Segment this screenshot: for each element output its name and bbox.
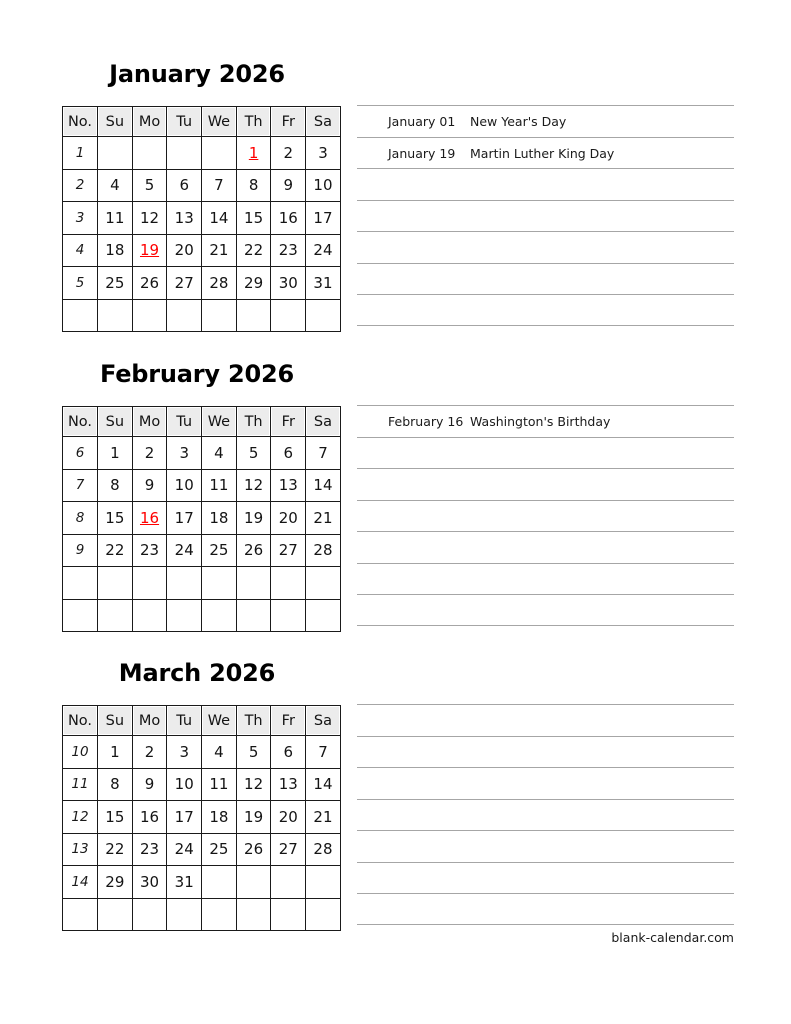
week-number-cell: 6 [63,437,98,470]
day-cell[interactable] [306,299,341,332]
day-cell[interactable] [202,299,237,332]
note-line[interactable] [357,736,734,768]
day-cell[interactable] [306,898,341,931]
day-cell[interactable]: 3 [167,736,202,769]
weekday-header-th: Th [236,407,271,437]
notes-panel-2 [357,405,734,626]
week-number-cell: 11 [63,768,98,801]
day-cell-holiday[interactable]: 16 [132,502,167,535]
day-cell[interactable]: 26 [236,534,271,567]
calendar-grid-1 [62,106,341,332]
day-cell[interactable] [236,599,271,632]
day-cell[interactable]: 2 [132,736,167,769]
week-row [63,469,341,502]
day-cell[interactable]: 11 [202,768,237,801]
week-number-cell: 12 [63,801,98,834]
day-cell[interactable]: 26 [236,833,271,866]
holiday-date: January 19 [388,145,456,161]
day-cell[interactable]: 31 [306,267,341,300]
day-cell[interactable] [132,898,167,931]
week-row [63,202,341,235]
week-number-cell: 4 [63,234,98,267]
week-row [63,736,341,769]
day-cell[interactable]: 4 [202,736,237,769]
day-cell[interactable]: 19 [236,801,271,834]
day-cell[interactable]: 28 [306,534,341,567]
footer-site-label: blank-calendar.com [611,930,734,945]
week-row [63,801,341,834]
day-cell[interactable] [236,567,271,600]
day-cell[interactable]: 28 [202,267,237,300]
day-cell[interactable]: 27 [271,534,306,567]
day-cell-holiday[interactable]: 1 [236,137,271,170]
day-cell[interactable] [132,599,167,632]
week-row [63,169,341,202]
day-cell[interactable]: 18 [202,502,237,535]
weekday-header-tu: Tu [167,706,202,736]
day-cell[interactable]: 3 [306,137,341,170]
day-cell[interactable] [98,299,133,332]
week-number-cell: 9 [63,534,98,567]
day-cell[interactable] [271,599,306,632]
weekday-header-su: Su [98,706,133,736]
day-cell[interactable]: 12 [236,768,271,801]
note-line[interactable] [357,168,734,200]
week-row [63,267,341,300]
day-cell[interactable]: 23 [132,534,167,567]
note-line[interactable] [357,563,734,595]
note-line[interactable] [357,862,734,894]
day-cell[interactable]: 15 [98,502,133,535]
day-cell[interactable]: 2 [271,137,306,170]
week-number-header: No. [63,407,98,437]
day-cell[interactable]: 19 [236,502,271,535]
day-cell[interactable]: 14 [306,768,341,801]
week-row [63,599,341,632]
day-cell[interactable]: 6 [167,169,202,202]
day-cell[interactable]: 8 [236,169,271,202]
day-cell[interactable]: 10 [167,469,202,502]
week-row [63,833,341,866]
weekday-header-mo: Mo [132,706,167,736]
note-line[interactable] [357,437,734,469]
day-cell[interactable]: 14 [306,469,341,502]
note-line[interactable] [357,137,734,169]
day-cell[interactable]: 31 [167,866,202,899]
week-row [63,299,341,332]
weekday-header-su: Su [98,107,133,137]
note-line[interactable] [357,500,734,532]
day-cell[interactable] [236,898,271,931]
day-cell[interactable]: 29 [98,866,133,899]
day-cell[interactable] [98,599,133,632]
day-cell[interactable]: 6 [271,736,306,769]
day-cell[interactable] [202,599,237,632]
day-cell[interactable]: 14 [202,202,237,235]
day-cell[interactable]: 11 [202,469,237,502]
day-cell[interactable] [167,567,202,600]
month-title-1: January 2026 [109,60,285,88]
day-cell[interactable]: 7 [202,169,237,202]
weekday-header-we: We [202,706,237,736]
week-number-header: No. [63,107,98,137]
day-cell[interactable] [236,299,271,332]
month-title-3: March 2026 [118,659,276,687]
notes-panel-1 [357,105,734,326]
day-cell[interactable] [236,866,271,899]
day-cell[interactable]: 2 [132,437,167,470]
day-cell[interactable]: 5 [132,169,167,202]
notes-panel-3 [357,704,734,925]
weekday-header-th: Th [236,107,271,137]
week-row [63,437,341,470]
day-cell[interactable] [271,567,306,600]
day-cell[interactable]: 22 [98,833,133,866]
weekday-header-row [63,706,341,736]
note-line[interactable] [357,799,734,831]
week-number-cell: 7 [63,469,98,502]
weekday-header-sa: Sa [306,706,341,736]
day-cell[interactable]: 21 [202,234,237,267]
day-cell[interactable]: 13 [271,469,306,502]
day-cell[interactable]: 24 [306,234,341,267]
note-line[interactable] [357,594,734,626]
week-row [63,534,341,567]
week-number-cell: 14 [63,866,98,899]
note-line[interactable] [357,704,734,736]
day-cell[interactable]: 5 [236,736,271,769]
day-cell[interactable]: 9 [271,169,306,202]
day-cell[interactable]: 9 [132,469,167,502]
week-number-cell [63,599,98,632]
weekday-header-we: We [202,407,237,437]
day-cell[interactable]: 10 [306,169,341,202]
week-number-cell: 3 [63,202,98,235]
week-row [63,137,341,170]
day-cell[interactable]: 18 [98,234,133,267]
day-cell[interactable]: 21 [306,502,341,535]
week-row [63,898,341,931]
day-cell[interactable]: 25 [202,534,237,567]
day-cell[interactable]: 10 [167,768,202,801]
weekday-header-su: Su [98,407,133,437]
day-cell[interactable]: 30 [271,267,306,300]
day-cell[interactable]: 11 [98,202,133,235]
week-number-cell [63,299,98,332]
day-cell[interactable] [167,299,202,332]
week-number-cell: 1 [63,137,98,170]
day-cell[interactable]: 9 [132,768,167,801]
holiday-name: New Year's Day [470,114,567,129]
day-cell[interactable] [98,898,133,931]
week-number-cell: 8 [63,502,98,535]
note-line[interactable] [357,200,734,232]
day-cell[interactable]: 22 [236,234,271,267]
day-cell[interactable]: 7 [306,437,341,470]
weekday-header-mo: Mo [132,407,167,437]
day-cell[interactable]: 7 [306,736,341,769]
day-cell[interactable] [167,137,202,170]
day-cell[interactable] [98,567,133,600]
day-cell[interactable]: 26 [132,267,167,300]
day-cell[interactable]: 1 [98,437,133,470]
note-line[interactable] [357,231,734,263]
day-cell[interactable]: 29 [236,267,271,300]
day-cell[interactable]: 12 [132,202,167,235]
day-cell[interactable]: 13 [167,202,202,235]
day-cell[interactable]: 6 [271,437,306,470]
weekday-header-fr: Fr [271,407,306,437]
day-cell[interactable]: 24 [167,534,202,567]
weekday-header-we: We [202,107,237,137]
weekday-header-row [63,407,341,437]
day-cell[interactable]: 17 [167,502,202,535]
day-cell[interactable] [132,137,167,170]
note-line[interactable] [357,294,734,326]
day-cell[interactable] [167,898,202,931]
week-number-header: No. [63,706,98,736]
day-cell[interactable]: 24 [167,833,202,866]
day-cell[interactable]: 16 [271,202,306,235]
day-cell[interactable]: 30 [132,866,167,899]
week-row [63,567,341,600]
day-cell[interactable]: 27 [271,833,306,866]
weekday-header-sa: Sa [306,407,341,437]
day-cell[interactable]: 15 [98,801,133,834]
week-number-cell [63,567,98,600]
day-cell[interactable]: 13 [271,768,306,801]
day-cell[interactable]: 8 [98,469,133,502]
day-cell[interactable]: 22 [98,534,133,567]
weekday-header-th: Th [236,706,271,736]
note-line[interactable] [357,468,734,500]
note-line[interactable] [357,405,734,437]
day-cell[interactable] [306,567,341,600]
day-cell[interactable] [271,898,306,931]
day-cell[interactable]: 28 [306,833,341,866]
week-number-cell: 10 [63,736,98,769]
day-cell[interactable]: 8 [98,768,133,801]
note-line[interactable] [357,893,734,925]
holiday-date: February 16 [388,414,464,429]
note-line[interactable] [357,531,734,563]
week-row [63,768,341,801]
day-cell[interactable]: 17 [167,801,202,834]
day-cell[interactable]: 12 [236,469,271,502]
calendar-grid-3 [62,705,341,931]
day-cell[interactable]: 23 [132,833,167,866]
weekday-header-mo: Mo [132,107,167,137]
note-line[interactable] [357,767,734,799]
note-line[interactable] [357,105,734,137]
note-line[interactable] [357,830,734,862]
holiday-name: Washington's Birthday [470,414,611,429]
day-cell[interactable] [271,299,306,332]
day-cell[interactable]: 25 [202,833,237,866]
day-cell[interactable]: 23 [271,234,306,267]
day-cell[interactable]: 21 [306,801,341,834]
day-cell[interactable]: 20 [271,502,306,535]
week-number-cell [63,898,98,931]
holiday-date: January 01 [388,114,456,129]
week-row [63,866,341,899]
holiday-name: Martin Luther King Day [470,145,615,161]
weekday-header-sa: Sa [306,107,341,137]
weekday-header-fr: Fr [271,706,306,736]
day-cell[interactable]: 4 [98,169,133,202]
day-cell[interactable] [167,599,202,632]
day-cell[interactable]: 27 [167,267,202,300]
day-cell[interactable]: 16 [132,801,167,834]
day-cell-holiday[interactable]: 19 [132,234,167,267]
day-cell[interactable]: 18 [202,801,237,834]
day-cell[interactable] [202,137,237,170]
calendar-grid-2 [62,406,341,632]
day-cell[interactable]: 20 [167,234,202,267]
day-cell[interactable]: 15 [236,202,271,235]
weekday-header-tu: Tu [167,107,202,137]
day-cell[interactable] [98,137,133,170]
day-cell[interactable] [132,567,167,600]
day-cell[interactable]: 5 [236,437,271,470]
day-cell[interactable] [271,866,306,899]
month-title-2: February 2026 [99,360,295,388]
weekday-header-row [63,107,341,137]
day-cell[interactable]: 20 [271,801,306,834]
day-cell[interactable]: 1 [98,736,133,769]
day-cell[interactable] [202,866,237,899]
day-cell[interactable]: 25 [98,267,133,300]
week-number-cell: 13 [63,833,98,866]
week-row [63,502,341,535]
day-cell[interactable]: 4 [202,437,237,470]
note-line[interactable] [357,263,734,295]
weekday-header-tu: Tu [167,407,202,437]
day-cell[interactable] [306,599,341,632]
day-cell[interactable]: 17 [306,202,341,235]
day-cell[interactable] [132,299,167,332]
week-number-cell: 5 [63,267,98,300]
day-cell[interactable]: 3 [167,437,202,470]
day-cell[interactable] [202,898,237,931]
day-cell[interactable] [202,567,237,600]
day-cell[interactable] [306,866,341,899]
week-row [63,234,341,267]
week-number-cell: 2 [63,169,98,202]
weekday-header-fr: Fr [271,107,306,137]
